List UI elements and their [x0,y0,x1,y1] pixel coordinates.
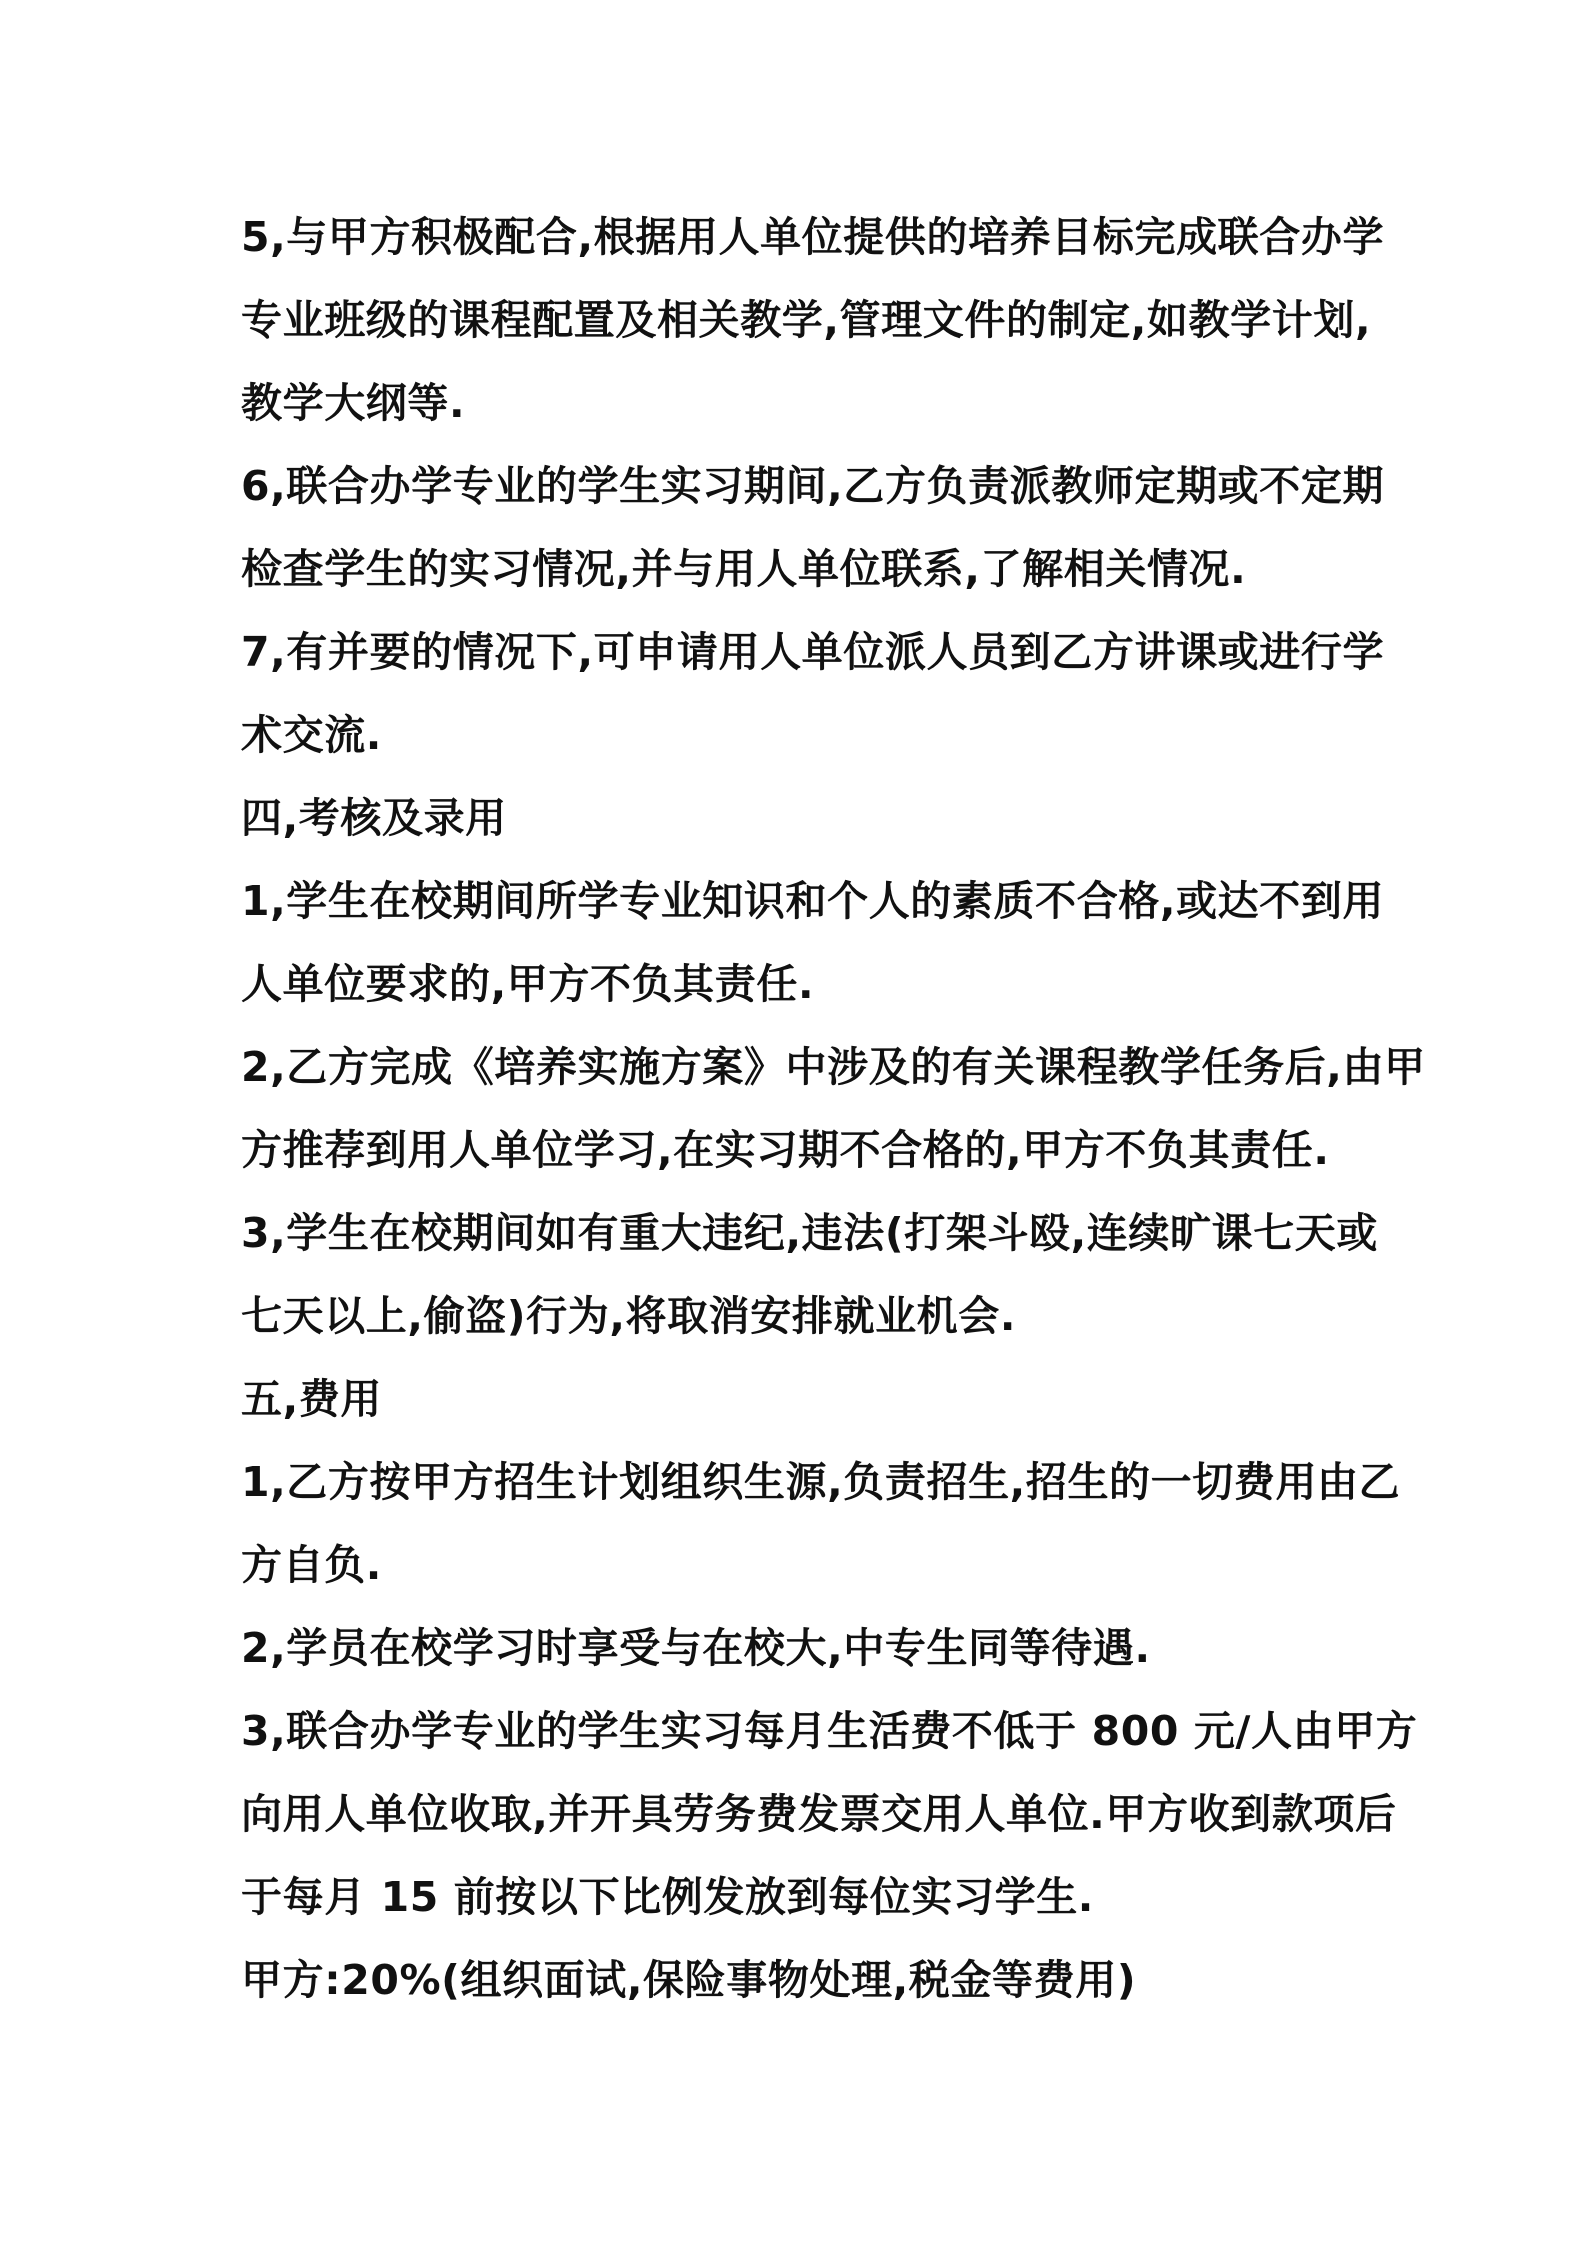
text-line: 向用人单位收取,并开具劳务费发票交用人单位.甲方收到款项后 [241,1790,1397,1838]
text-line: 甲方:20%(组织面试,保险事物处理,税金等费用) [241,1956,1137,2004]
text-line: 检查学生的实习情况,并与用人单位联系,了解相关情况. [241,545,1247,593]
document-body [241,196,1426,2022]
section-heading: 五,费用 [241,1375,382,1423]
text-line: 术交流. [241,711,382,759]
text-line: 方推荐到用人单位学习,在实习期不合格的,甲方不负其责任. [241,1126,1330,1174]
text-line: 于每月 15 前按以下比例发放到每位实习学生. [241,1873,1094,1921]
text-line: 七天以上,偷盗)行为,将取消安排就业机会. [241,1292,1017,1340]
section-heading: 四,考核及录用 [241,794,507,842]
text-line: 2,学员在校学习时享受与在校大,中专生同等待遇. [241,1624,1151,1672]
text-line: 2,乙方完成《培养实施方案》中涉及的有关课程教学任务后,由甲 [241,1043,1426,1091]
text-line: 6,联合办学专业的学生实习期间,乙方负责派教师定期或不定期 [241,462,1385,510]
text-line: 人单位要求的,甲方不负其责任. [241,960,815,1008]
text-line: 方自负. [241,1541,382,1589]
text-line: 教学大纲等. [241,379,466,427]
text-line: 专业班级的课程配置及相关教学,管理文件的制定,如教学计划, [241,296,1372,344]
text-line: 3,学生在校期间如有重大违纪,违法(打架斗殴,连续旷课七天或 [241,1209,1378,1257]
text-line: 7,有并要的情况下,可申请用人单位派人员到乙方讲课或进行学 [241,628,1385,676]
text-line: 1,学生在校期间所学专业知识和个人的素质不合格,或达不到用 [241,877,1385,925]
text-line: 5,与甲方积极配合,根据用人单位提供的培养目标完成联合办学 [241,213,1385,261]
text-line: 1,乙方按甲方招生计划组织生源,负责招生,招生的一切费用由乙 [241,1458,1401,1506]
text-line: 3,联合办学专业的学生实习每月生活费不低于 800 元/人由甲方 [241,1707,1418,1755]
